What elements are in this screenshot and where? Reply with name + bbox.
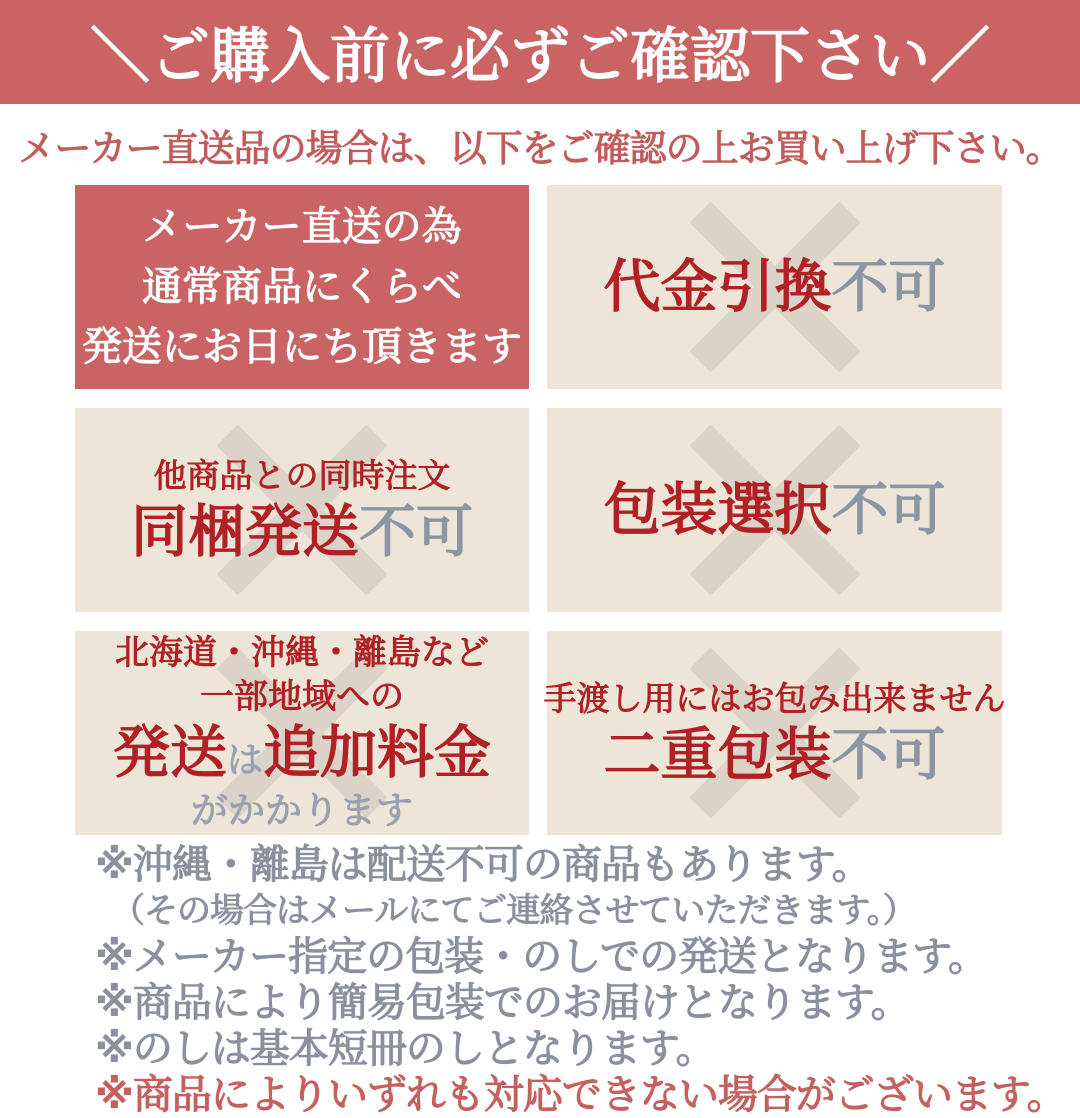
note-item: ※沖縄・離島は配送不可の商品もあります。 <box>95 843 871 887</box>
double-wrapping-label: 二重包装不可 <box>603 723 946 788</box>
double-wrapping-box <box>543 631 1006 835</box>
note-item: （その場合はメールにてご連絡させていただきます。） <box>111 892 916 930</box>
notes-list <box>95 842 1066 1118</box>
direct-shipping-text: メーカー直送の為 通常商品にくらべ 発送にお日にち頂きます <box>82 205 522 369</box>
extra-fee-label: 発送は追加料金 <box>112 720 491 785</box>
extra-fee-areas: 一部地域への <box>200 677 404 716</box>
extra-fee-regions: 北海道・沖縄・離島など <box>115 633 489 672</box>
wrapping-selection-label: 包装選択不可 <box>603 477 946 542</box>
note-item: ※商品により簡易包装でのお届けとなります。 <box>95 981 910 1025</box>
notice-grid <box>75 185 1006 835</box>
extra-fee-box <box>75 631 529 835</box>
wrapping-selection-box <box>547 408 1002 612</box>
page-title: ＼ご購入前に必ずご確認下さい／ <box>90 23 990 90</box>
note-item: ※メーカー指定の包装・のしでの発送となります。 <box>95 935 987 979</box>
note-item: ※商品によりいずれも対応できない場合がございます。 <box>95 1073 1066 1117</box>
note-item: ※のしは基本短冊のしとなります。 <box>95 1027 715 1071</box>
extra-fee-suffix: がかかります <box>191 790 413 832</box>
header-banner <box>0 0 1080 104</box>
double-wrapping-note: 手渡し用にはお包み出来ません <box>543 679 1006 717</box>
subtitle-text: メーカー直送品の場合は、以下をご確認の上お買い上げ下さい。 <box>18 128 1062 169</box>
cod-label: 代金引換不可 <box>603 254 946 319</box>
bundled-shipping-box <box>75 408 529 612</box>
bundled-shipping-label: 同梱発送不可 <box>131 500 473 565</box>
bundled-shipping-note: 他商品との同時注文 <box>153 456 451 494</box>
direct-shipping-box <box>75 185 529 389</box>
cod-box <box>547 185 1002 389</box>
